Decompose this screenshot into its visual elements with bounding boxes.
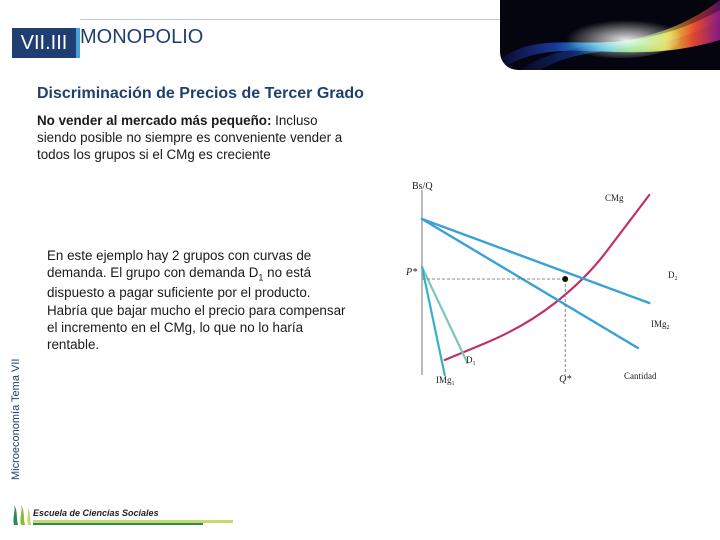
d1-curve-label: $D_1$	[466, 355, 476, 367]
school-logo-icon	[10, 503, 32, 527]
section-badge: VII.III	[12, 28, 76, 58]
footer-rule-green	[33, 523, 203, 525]
header-title: MONOPOLIO	[80, 26, 204, 48]
y-axis-label: Bs/Q	[412, 181, 433, 192]
intro-lead: No vender al mercado más pequeño:	[37, 113, 272, 128]
example-subscript: 1	[258, 272, 264, 283]
chart-curves	[422, 195, 649, 375]
slide-subtitle: Discriminación de Precios de Tercer Grado	[37, 85, 364, 102]
cmg-curve-label: CMg	[605, 193, 624, 203]
p-star-label: P*	[406, 267, 418, 278]
q-star-label: Q*	[559, 374, 572, 385]
intro-paragraph	[37, 112, 347, 163]
d2-curve-label: $D_2$	[668, 270, 678, 282]
img2-curve-label: IMg$_2$	[651, 319, 670, 331]
vertical-course-label: Microeconomía Tema VII	[10, 358, 22, 480]
intro-text: Incluso siendo posible no siempre es conveniente vender a todos los grupos si el CMg es creciente	[37, 113, 343, 163]
example-text-1: En este ejemplo hay 2 grupos con curvas de demanda. El grupo con demanda D	[47, 248, 312, 281]
equilibrium-point	[562, 276, 568, 282]
curve-img1	[422, 267, 445, 375]
price-discrimination-chart	[390, 175, 690, 390]
curve-d1	[422, 267, 467, 363]
example-paragraph	[47, 247, 347, 353]
curve-d2	[422, 219, 649, 303]
decorative-spectrum-image	[500, 0, 720, 70]
footer-school-name: Escuela de Ciencias Sociales	[33, 508, 159, 518]
img1-curve-label: IMg$_1$	[436, 375, 455, 387]
curve-img2	[422, 219, 638, 348]
x-axis-label: Cantidad	[624, 371, 657, 381]
example-text-2: no está dispuesto a pagar suficiente por el producto. Habría que bajar mucho el precio para compensar el incremento en el CMg, lo que no lo haría rentable.	[47, 265, 346, 352]
